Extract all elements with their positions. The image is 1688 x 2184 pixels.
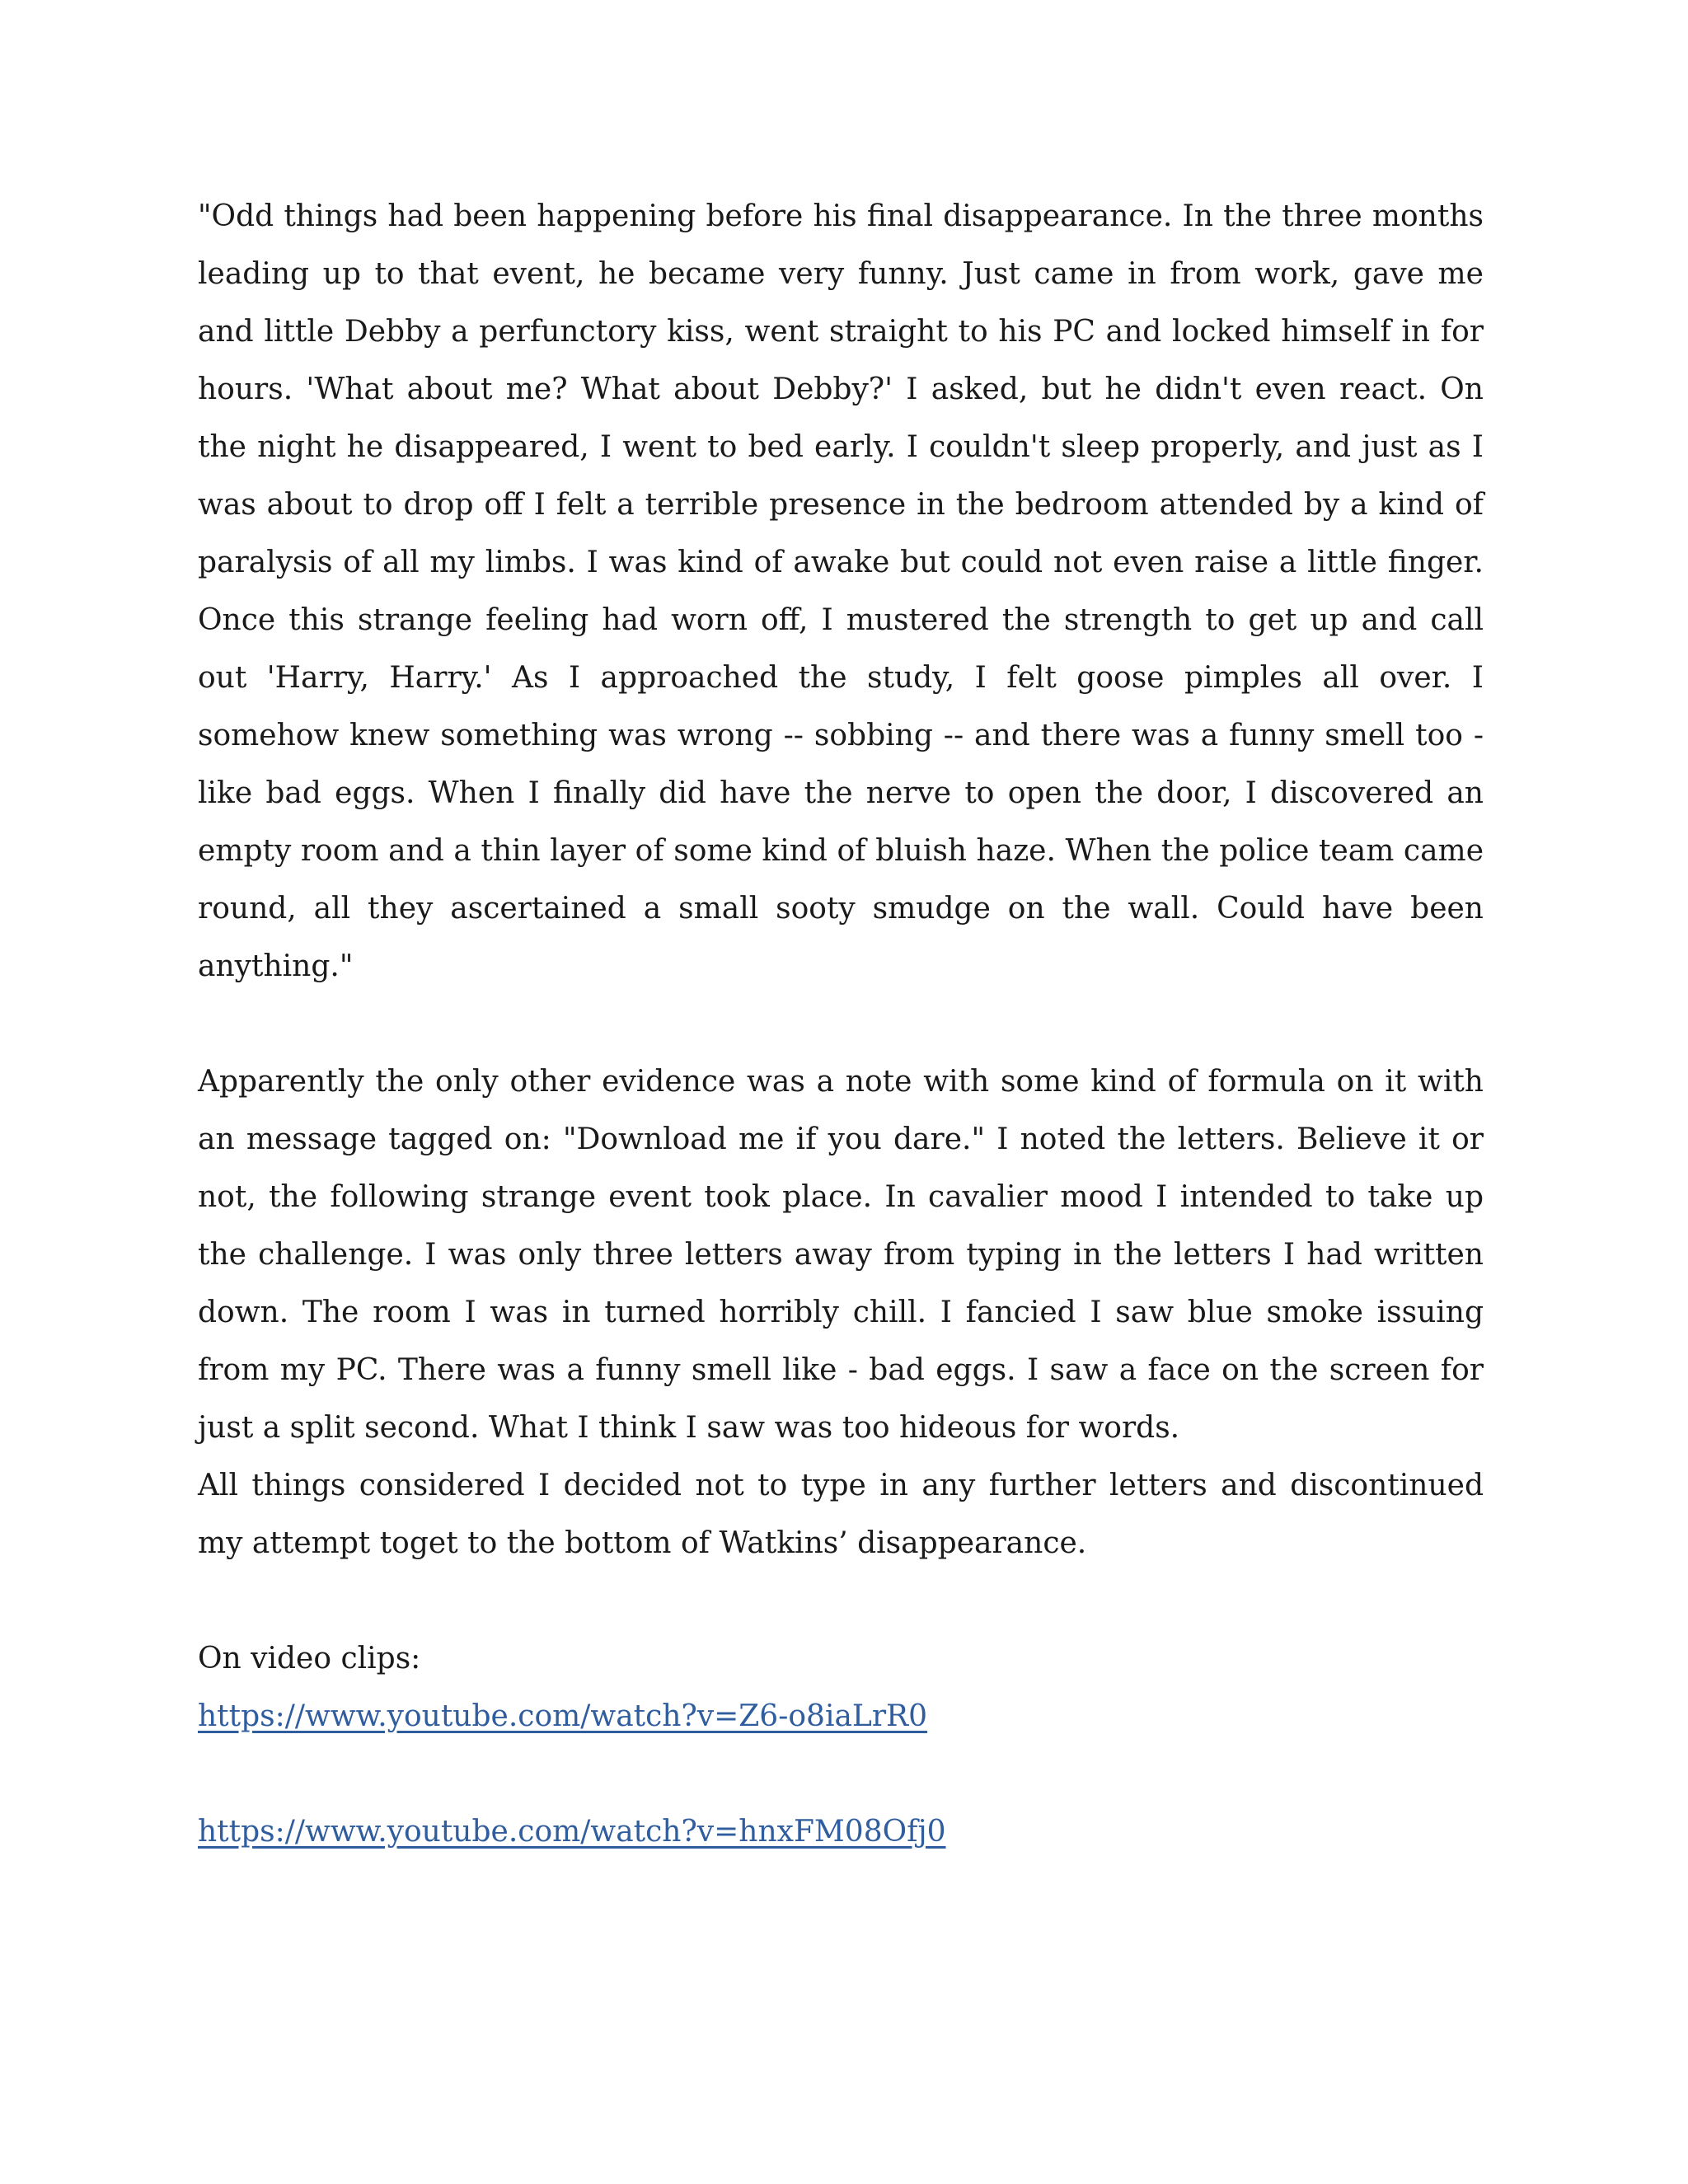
paragraph-conclusion: All things considered I decided not to type in any further letters and discontinued my attempt toget to the bottom of Watkins’ disappearance.	[198, 1469, 1484, 1560]
paragraph-account: "Odd things had been happening before his final disappearance. In the three months leading up to that event, he became very funny. Just came in from work, gave me and little Debby a perfunctory kiss, went straight to his PC and locked himself in for hours. 'What about me? What about Debby?' I asked, but he didn't even react. On the night he disappeared, I went to bed early. I couldn't sleep properly, and just as I was about to drop off I felt a terrible presence in the bedroom attended by a kind of paralysis of all my limbs. I was kind of awake but could not even raise a little finger. Once this strange feeling had worn off, I mustered the strength to get up and call out 'Harry, Harry.' As I approached the study, I felt goose pimples all over. I somehow knew something was wrong -- sobbing -- and there was a funny smell too - like bad eggs. When I finally did have the nerve to open the door, I discovered an empty room and a thin layer of some kind of bluish haze. When the police team came round, all they ascertained a small sooty smudge on the wall. Could have been anything."	[198, 199, 1484, 983]
document-page	[198, 188, 1484, 1861]
paragraph-evidence: Apparently the only other evidence was a note with some kind of formula on it with an message tagged on: "Download me if you dare." I noted the letters. Believe it or not, the following strange event took place. In cavalier mood I intended to take up the challenge. I was only three letters away from typing in the letters I had written down. The room I was in turned horribly chill. I fancied I saw blue smoke issuing from my PC. There was a funny smell like - bad eggs. I saw a face on the screen for just a split second. What I think I saw was too hideous for words.	[198, 1065, 1484, 1445]
section-gap	[198, 1572, 1484, 1630]
video-link-1[interactable]: https://www.youtube.com/watch?v=Z6-o8iaLrR0	[198, 1699, 928, 1733]
video-clips-heading: On video clips:	[198, 1642, 421, 1675]
paragraph-gap	[198, 996, 1484, 1053]
video-link-2[interactable]: https://www.youtube.com/watch?v=hnxFM08Ofj0	[198, 1815, 946, 1849]
link-gap	[198, 1746, 1484, 1803]
